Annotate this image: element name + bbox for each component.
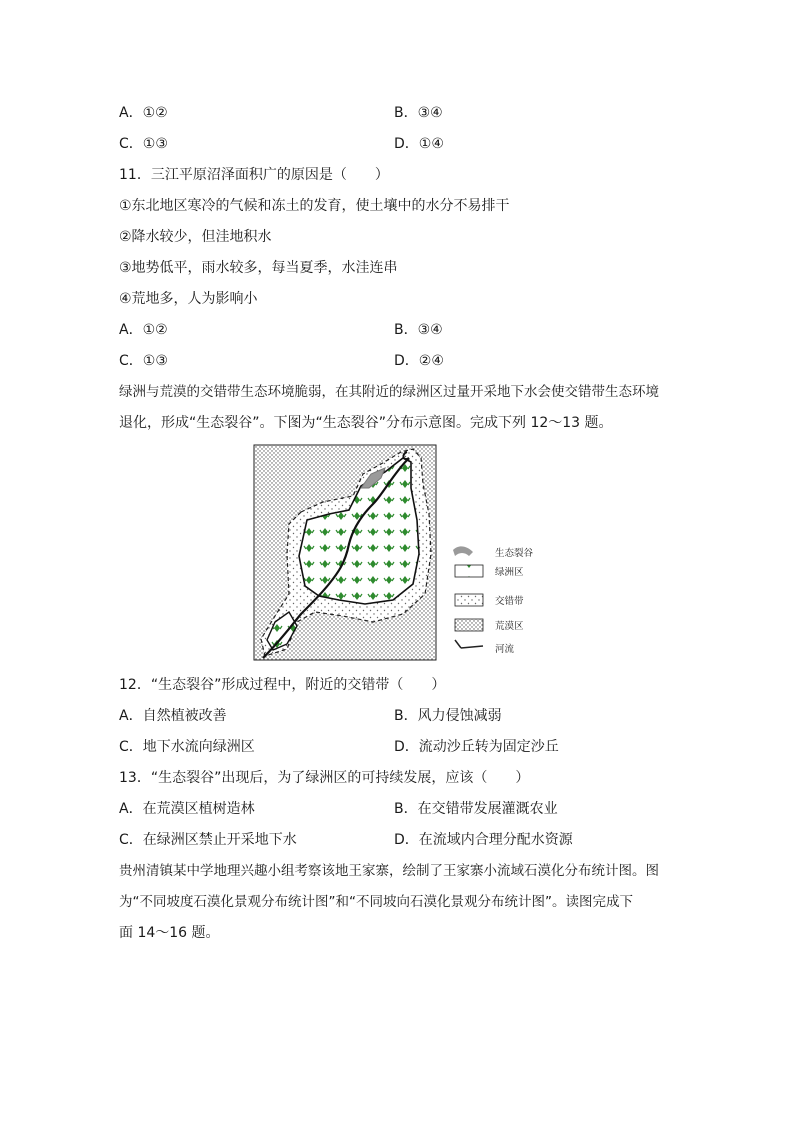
q12-option-b: B．风力侵蚀减弱 [394,708,502,724]
passage1-line1: 绿洲与荒漠的交错带生态环境脆弱，在其附近的绿洲区过量开采地下水会使交错带生态环境 [119,384,659,400]
q10-option-d: D．①④ [394,136,444,152]
passage2-line3: 面 14～16 题。 [119,925,220,941]
ecological-rift-map [253,444,553,662]
q11-option-b: B．③④ [394,322,443,338]
q11-statement-1: ①东北地区寒冷的气候和冻土的发育，使土壤中的水分不易排干 [119,198,510,214]
svg-text:荒漠区: 荒漠区 [495,621,524,632]
q13-option-a: A．在荒漠区植树造林 [119,801,255,817]
q11-stem: 11．三江平原沼泽面积广的原因是（ ） [119,167,389,183]
q10-option-c: C．①③ [119,136,168,152]
q13-stem: 13．“生态裂谷”出现后，为了绿洲区的可持续发展，应该（ ） [119,770,530,786]
q12-option-a: A．自然植被改善 [119,708,227,724]
q11-option-a: A．①② [119,322,168,338]
q11-statement-3: ③地势低平，雨水较多，每当夏季，水洼连串 [119,260,398,276]
map-legend [453,546,534,655]
q10-option-b: B．③④ [394,105,443,121]
q10-option-a: A．①② [119,105,168,121]
q13-option-b: B．在交错带发展灌溉农业 [394,801,558,817]
q13-option-d: D．在流域内合理分配水资源 [394,832,573,848]
svg-text:交错带: 交错带 [495,596,524,607]
q12-option-c: C．地下水流向绿洲区 [119,739,255,755]
q11-statement-4: ④荒地多，人为影响小 [119,291,258,307]
passage2-line2: 为“不同坡度石漠化景观分布统计图”和“不同坡向石漠化景观分布统计图”。读图完成下 [119,894,633,910]
svg-text:绿洲区: 绿洲区 [495,567,524,578]
q12-stem: 12．“生态裂谷”形成过程中，附近的交错带（ ） [119,677,446,693]
q12-option-d: D．流动沙丘转为固定沙丘 [394,739,559,755]
q13-option-c: C．在绿洲区禁止开采地下水 [119,832,297,848]
svg-text:河流: 河流 [495,644,515,655]
q11-option-c: C．①③ [119,353,168,369]
q11-statement-2: ②降水较少，但洼地积水 [119,229,272,245]
passage2-line1: 贵州清镇某中学地理兴趣小组考察该地王家寨，绘制了王家寨小流域石漠化分布统计图。图 [119,863,659,879]
svg-text:生态裂谷: 生态裂谷 [495,548,534,559]
q11-option-d: D．②④ [394,353,444,369]
passage1-line2: 退化，形成“生态裂谷”。下图为“生态裂谷”分布示意图。完成下列 12～13 题。 [119,415,613,431]
